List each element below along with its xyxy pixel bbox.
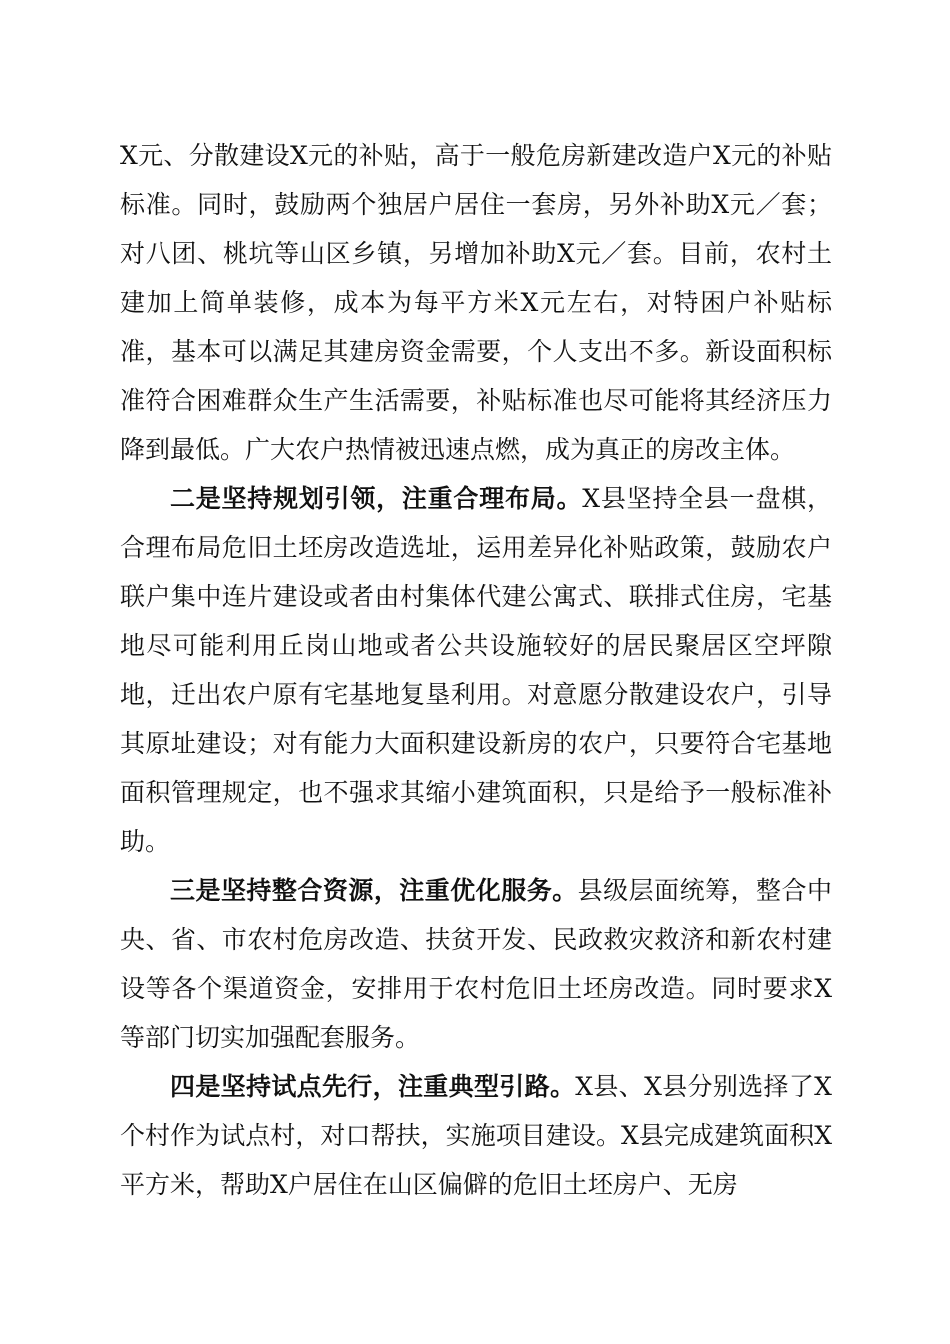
paragraph-subsidy-standards — [120, 131, 832, 474]
paragraph-body: 县级层面统筹，整合中央、省、市农村危房改造、扶贫开发、民政救灾救济和新农村建设等各个渠道资金，安排用于农村危旧土坯房改造。同时要求X等部门切实加强配套服务。 — [120, 876, 832, 1052]
paragraph-lead: 二是坚持规划引领，注重合理布局。 — [170, 484, 583, 513]
paragraph-body: X县坚持全县一盘棋，合理布局危旧土坯房改造选址，运用差异化补贴政策，鼓励农户联户集中连片建设或者由村集体代建公寓式、联排式住房，宅基地尽可能利用丘岗山地或者公共设施较好的居民聚居区空坪隙地，迁出农户原有宅基地复垦利用。对意愿分散建设农户，引导其原址建设；对有能力大面积建设新房的农户，只要符合宅基地面积管理规定，也不强求其缩小建筑面积，只是给予一般标准补助。 — [120, 484, 832, 856]
paragraph-lead: 三是坚持整合资源，注重优化服务。 — [170, 876, 578, 905]
paragraph-planning — [120, 474, 832, 866]
paragraph-body: X县、X县分别选择了X个村作为试点村，对口帮扶，实施项目建设。X县完成建筑面积X平方米，帮助X户居住在山区偏僻的危旧土坯房户、无房 — [120, 1072, 832, 1199]
paragraph-resources — [120, 866, 832, 1062]
paragraph-lead: 四是坚持试点先行，注重典型引路。 — [170, 1072, 576, 1101]
paragraph-pilot — [120, 1062, 832, 1209]
body-text — [120, 131, 832, 1209]
paragraph-body: X元、分散建设X元的补贴，高于一般危房新建改造户X元的补贴标准。同时，鼓励两个独居户居住一套房，另外补助X元／套；对八团、桃坑等山区乡镇，另增加补助X元／套。目前，农村土建加上简单装修，成本为每平方米X元左右，对特困户补贴标准，基本可以满足其建房资金需要，个人支出不多。新设面积标准符合困难群众生产生活需要，补贴标准也尽可能将其经济压力降到最低。广大农户热情被迅速点燃，成为真正的房改主体。 — [120, 141, 832, 464]
